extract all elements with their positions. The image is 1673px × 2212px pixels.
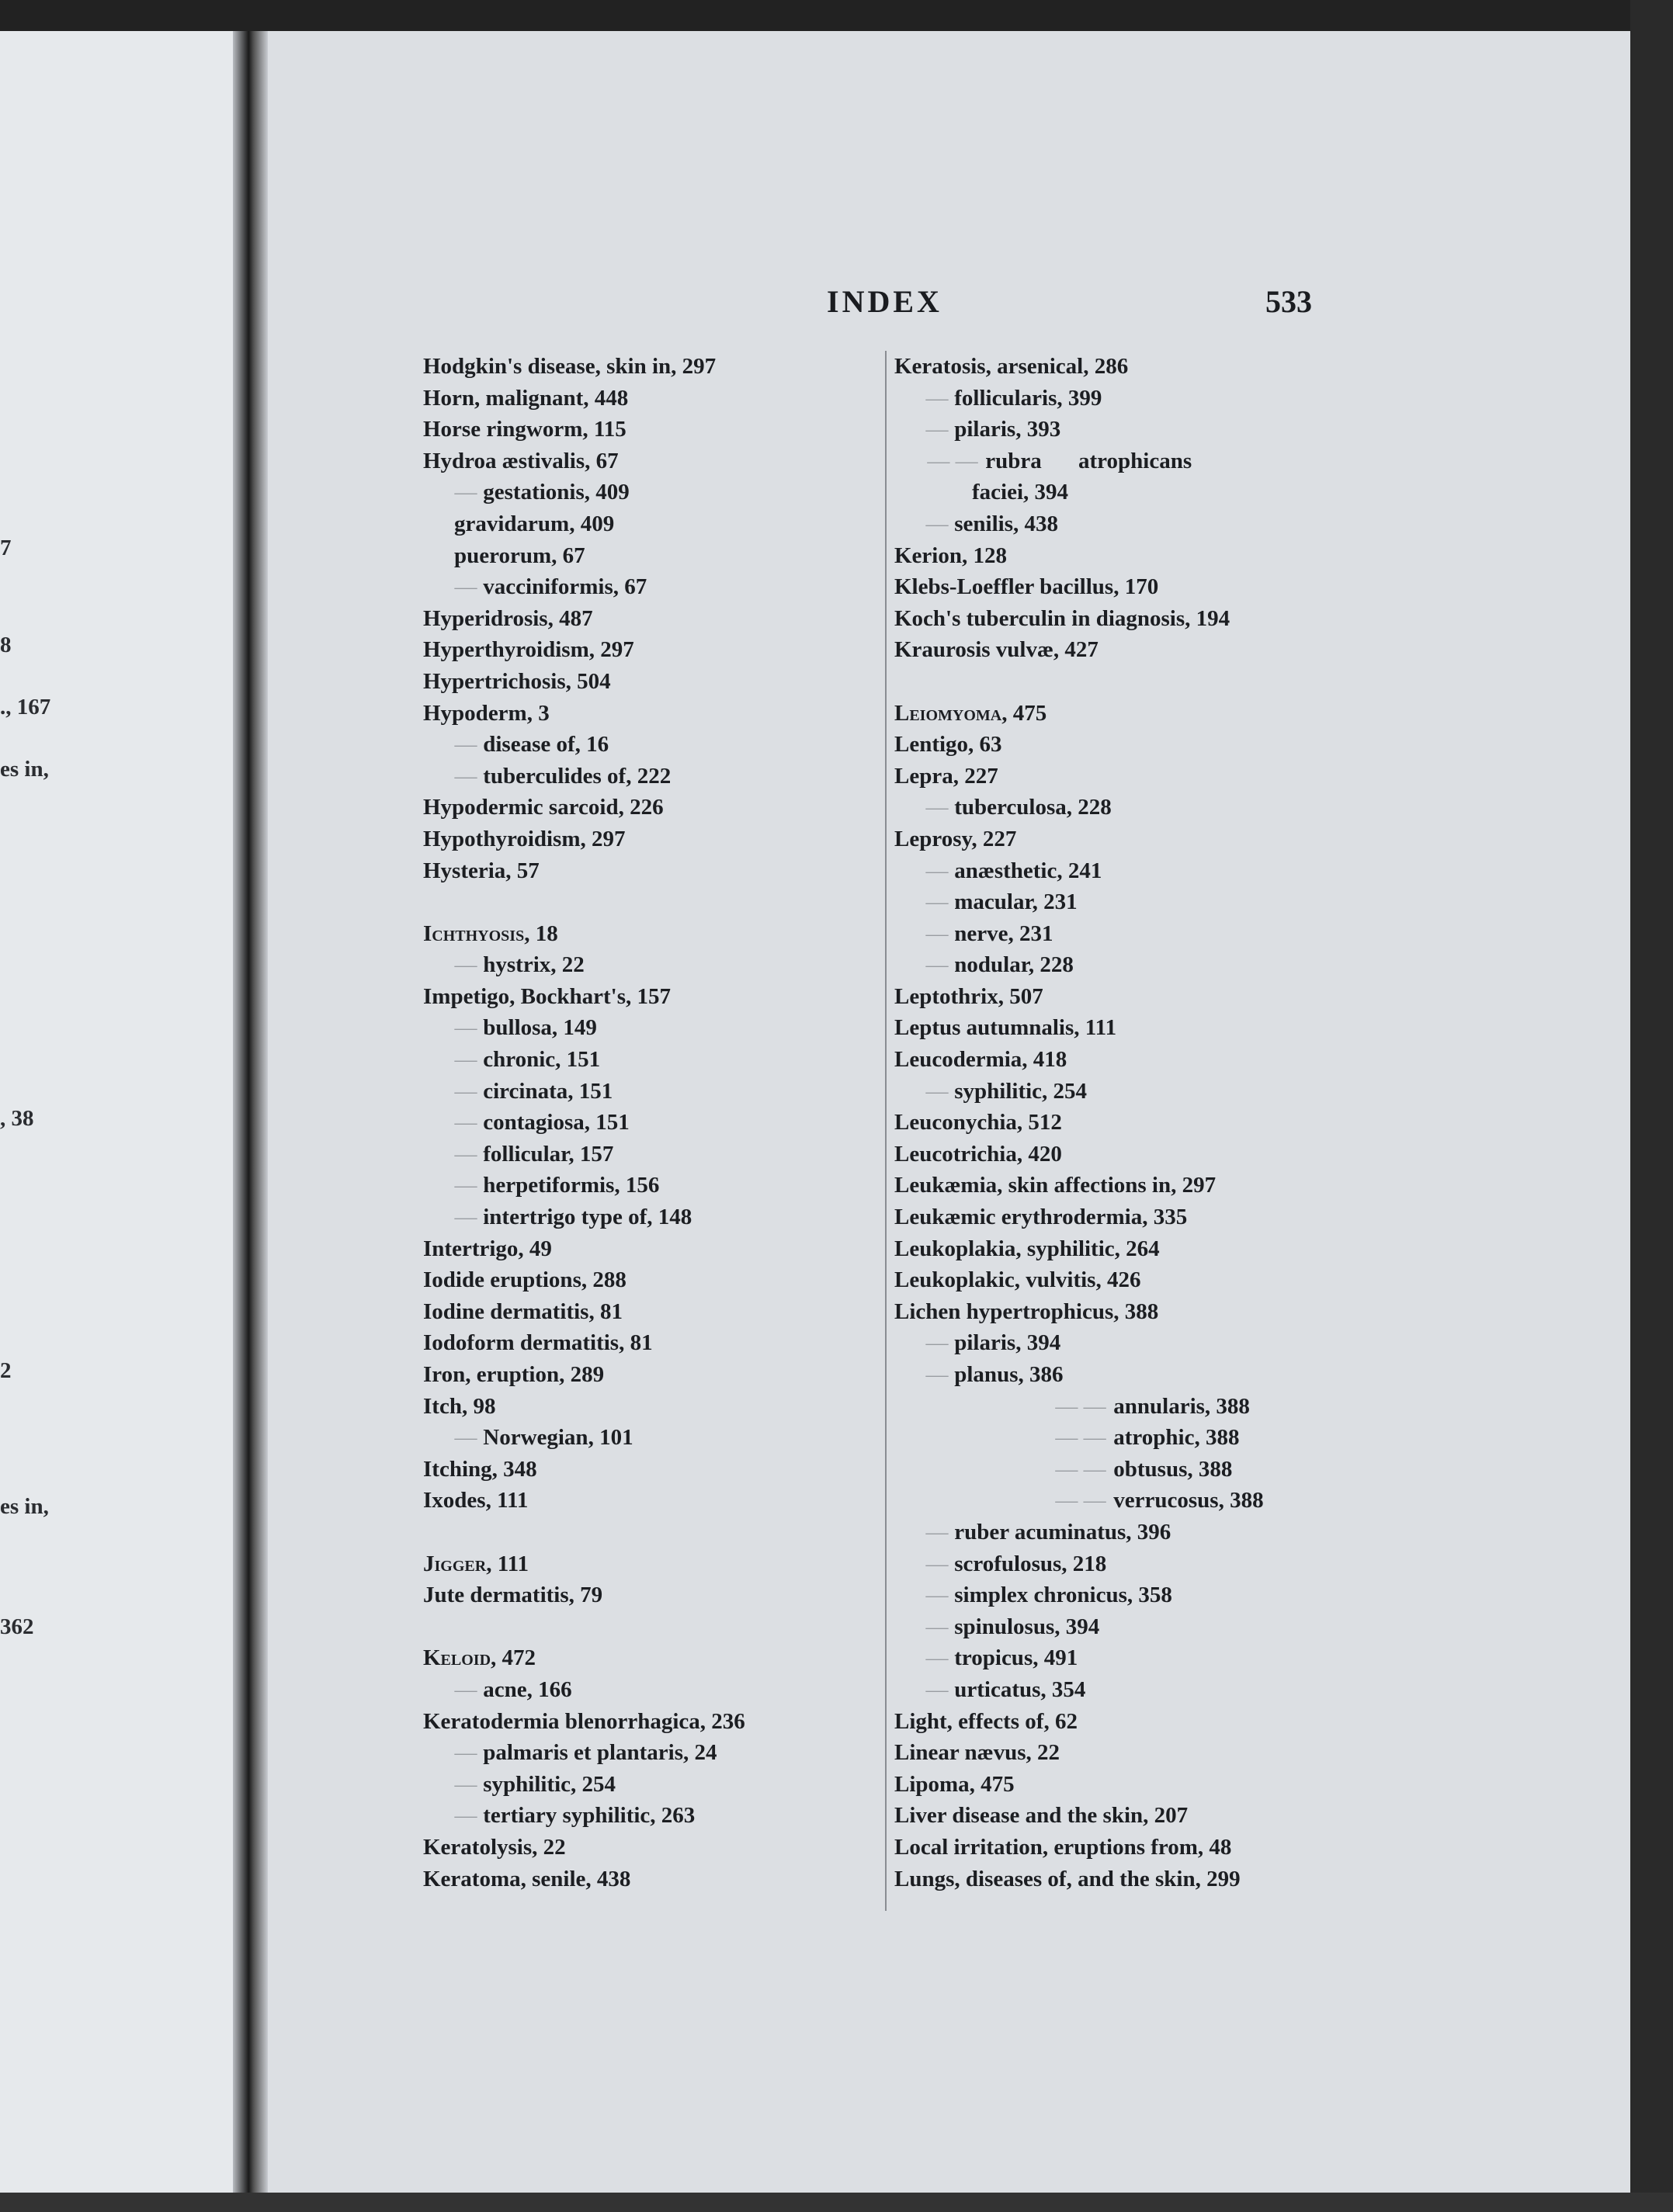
- entry-text: Iodide eruptions, 288: [423, 1267, 627, 1293]
- entry-text: Intertrigo, 49: [423, 1236, 552, 1261]
- index-entry: [894, 1264, 1570, 1296]
- index-entry: [423, 1359, 881, 1391]
- index-entry: [423, 1391, 881, 1423]
- ditto-dash: —: [454, 1771, 477, 1797]
- scan-edge-bottom: [0, 2193, 1673, 2212]
- entry-text: gestationis, 409: [483, 480, 630, 505]
- index-entry: [423, 1800, 881, 1832]
- entry-text: Leukæmia, skin affections in, 297: [894, 1173, 1217, 1198]
- ditto-dash: —: [454, 1141, 477, 1167]
- ditto-dash: —: [454, 1047, 477, 1073]
- index-entry: [894, 1611, 1570, 1643]
- entry-text: Koch's tuberculin in diagnosis, 194: [894, 605, 1230, 631]
- entry-text: Leptus autumnalis, 111: [894, 1015, 1117, 1041]
- index-entry: [423, 918, 881, 950]
- entry-text: tuberculosa, 228: [954, 795, 1112, 820]
- entry-text: circinata, 151: [483, 1078, 613, 1104]
- index-entry: [894, 1832, 1570, 1864]
- index-entry: [894, 1139, 1570, 1170]
- entry-text: spinulosus, 394: [954, 1614, 1100, 1639]
- ditto-dash: —: [454, 1205, 477, 1230]
- index-entry: [423, 351, 881, 383]
- entry-text: palmaris et plantaris, 24: [483, 1740, 717, 1766]
- index-entry: [894, 634, 1570, 666]
- index-entry: [423, 1864, 881, 1895]
- entry-text: anæsthetic, 241: [954, 858, 1102, 883]
- index-entry: [423, 1769, 881, 1801]
- index-entry: [423, 1642, 881, 1674]
- index-entry: [423, 761, 881, 792]
- index-entry: [894, 886, 1570, 918]
- ditto-dash: —: [454, 1740, 477, 1766]
- entry-text: Lungs, diseases of, and the skin, 299: [894, 1866, 1241, 1891]
- entry-text: Liver disease and the skin, 207: [894, 1803, 1189, 1829]
- entry-text: Leprosy, 227: [894, 826, 1017, 851]
- entry-text: follicular, 157: [483, 1141, 614, 1167]
- index-entry: [423, 1327, 881, 1359]
- entry-text: nodular, 228: [954, 952, 1074, 978]
- entry-text: pilaris, 394: [954, 1330, 1061, 1356]
- running-head: [268, 283, 1630, 330]
- left-fragment: es in,: [0, 1494, 49, 1519]
- entry-text: Keratoma, senile, 438: [423, 1866, 631, 1891]
- entry-text: Leptothrix, 507: [894, 983, 1043, 1009]
- ditto-dash: — —: [1055, 1393, 1106, 1419]
- entry-text: Lipoma, 475: [894, 1771, 1015, 1797]
- entry-heading-smallcaps: Leiomyoma: [894, 700, 1002, 726]
- ditto-dash: —: [454, 1110, 477, 1135]
- ditto-dash: —: [925, 1583, 949, 1608]
- index-entry: [423, 666, 881, 698]
- index-entry: [894, 1800, 1570, 1832]
- index-entry: [423, 508, 881, 540]
- entry-text: Klebs-Loeffler bacillus, 170: [894, 574, 1159, 600]
- index-entry: [423, 1737, 881, 1769]
- ditto-dash: —: [925, 1676, 949, 1702]
- entry-heading-smallcaps: Ichthyosis: [423, 921, 525, 946]
- entry-text: herpetiformis, 156: [483, 1173, 660, 1198]
- entry-text: Hypodermic sarcoid, 226: [423, 795, 664, 820]
- entry-text: annularis, 388: [1113, 1393, 1250, 1419]
- index-entry: [423, 823, 881, 855]
- page-title: INDEX: [827, 284, 942, 319]
- index-entry: [423, 1139, 881, 1170]
- index-entry: [894, 918, 1570, 950]
- left-fragment: 362: [0, 1614, 34, 1639]
- ditto-dash: —: [925, 1645, 949, 1671]
- entry-text: acne, 166: [483, 1676, 572, 1702]
- index-entry: [423, 1076, 881, 1108]
- index-entry: [894, 698, 1570, 730]
- ditto-dash: —: [925, 1614, 949, 1639]
- entry-text: Impetigo, Bockhart's, 157: [423, 983, 671, 1009]
- entry-text: Hyperthyroidism, 297: [423, 637, 634, 663]
- book-gutter: [233, 31, 268, 2193]
- index-column-left: [423, 351, 881, 1895]
- ditto-dash: —: [925, 417, 949, 442]
- entry-text: Hodgkin's disease, skin in, 297: [423, 354, 717, 379]
- entry-text: senilis, 438: [954, 511, 1058, 536]
- section-gap: [894, 666, 1570, 698]
- ditto-dash: — —: [927, 448, 978, 473]
- entry-text: nerve, 231: [954, 921, 1053, 946]
- entry-text: faciei, 394: [972, 480, 1069, 505]
- index-entry: [894, 508, 1570, 540]
- index-entry: [894, 792, 1570, 823]
- entry-text: follicularis, 399: [954, 385, 1102, 411]
- index-entry: [423, 981, 881, 1013]
- entry-text: planus, 386: [954, 1362, 1064, 1387]
- entry-text: Iodoform dermatitis, 81: [423, 1330, 653, 1356]
- left-fragment: 8: [0, 633, 12, 657]
- entry-text: Keratosis, arsenical, 286: [894, 354, 1129, 379]
- entry-text: tuberculides of, 222: [483, 763, 672, 789]
- index-entry: [423, 1201, 881, 1233]
- ditto-dash: —: [454, 952, 477, 978]
- index-entry: [894, 761, 1570, 792]
- ditto-dash: — —: [1055, 1488, 1106, 1513]
- index-entry: [894, 1422, 1570, 1454]
- scan-edge-right: [1630, 0, 1673, 2212]
- index-entry: [894, 1012, 1570, 1044]
- index-entry: [894, 446, 1570, 477]
- entry-text: Leukoplakic, vulvitis, 426: [894, 1267, 1141, 1293]
- index-entry: [894, 1044, 1570, 1076]
- entry-text: Leukæmic erythrodermia, 335: [894, 1205, 1188, 1230]
- index-entry: [423, 1233, 881, 1265]
- entry-text: Hyperidrosis, 487: [423, 605, 593, 631]
- entry-text: tropicus, 491: [954, 1645, 1078, 1671]
- entry-text: vacciniformis, 67: [483, 574, 647, 600]
- entry-text: Leuconychia, 512: [894, 1110, 1062, 1135]
- entry-text: simplex chronicus, 358: [954, 1583, 1172, 1608]
- index-entry: [423, 571, 881, 603]
- section-gap: [423, 1517, 881, 1548]
- entry-text: Lepra, 227: [894, 763, 998, 789]
- index-entry: [894, 603, 1570, 635]
- left-fragment: , 38: [0, 1106, 34, 1131]
- ditto-dash: —: [454, 763, 477, 789]
- entry-text: , 472: [491, 1645, 536, 1671]
- index-entry: [423, 1264, 881, 1296]
- index-entry: [894, 1076, 1570, 1108]
- index-entry: [423, 949, 881, 981]
- ditto-dash: —: [925, 795, 949, 820]
- previous-page-fragment: [0, 31, 233, 2193]
- ditto-dash: —: [454, 1803, 477, 1829]
- index-entry: [423, 1579, 881, 1611]
- index-entry: [894, 949, 1570, 981]
- entry-text: Ixodes, 111: [423, 1488, 529, 1513]
- ditto-dash: —: [454, 1676, 477, 1702]
- index-entry: [423, 540, 881, 572]
- entry-text: macular, 231: [954, 889, 1078, 915]
- entry-text: Local irritation, eruptions from, 48: [894, 1834, 1232, 1860]
- entry-text: Norwegian, 101: [483, 1425, 633, 1451]
- entry-text: rubra atrophicans: [985, 448, 1192, 473]
- index-entry: [423, 383, 881, 414]
- ditto-dash: —: [925, 889, 949, 915]
- index-entry: [423, 634, 881, 666]
- index-entry: [423, 1012, 881, 1044]
- index-entry: [894, 1170, 1570, 1201]
- entry-text: verrucosus, 388: [1113, 1488, 1264, 1513]
- entry-text: atrophic, 388: [1113, 1425, 1240, 1451]
- entry-text: scrofulosus, 218: [954, 1551, 1107, 1576]
- index-entry: [894, 1706, 1570, 1738]
- ditto-dash: —: [925, 511, 949, 536]
- index-entry: [423, 1832, 881, 1864]
- entry-text: Itching, 348: [423, 1456, 537, 1482]
- index-entry: [423, 1706, 881, 1738]
- entry-text: bullosa, 149: [483, 1015, 597, 1041]
- index-entry: [423, 1044, 881, 1076]
- index-entry: [894, 351, 1570, 383]
- index-entry: [423, 603, 881, 635]
- entry-text: Hysteria, 57: [423, 858, 540, 883]
- index-entry: [423, 446, 881, 477]
- index-entry: [894, 414, 1570, 446]
- entry-text: Itch, 98: [423, 1393, 496, 1419]
- index-entry: [894, 1579, 1570, 1611]
- entry-text: Kraurosis vulvæ, 427: [894, 637, 1099, 663]
- index-entry: [894, 540, 1570, 572]
- entry-text: Keratodermia blenorrhagica, 236: [423, 1708, 745, 1734]
- index-entry: [894, 1737, 1570, 1769]
- entry-text: syphilitic, 254: [954, 1078, 1088, 1104]
- entry-text: Hypertrichosis, 504: [423, 668, 611, 694]
- ditto-dash: —: [454, 1173, 477, 1198]
- index-entry: [894, 383, 1570, 414]
- index-entry: [894, 571, 1570, 603]
- entry-text: Hypoderm, 3: [423, 700, 550, 726]
- index-entry: [894, 1769, 1570, 1801]
- index-entry: [894, 1642, 1570, 1674]
- ditto-dash: — —: [1055, 1425, 1106, 1451]
- index-entry: [423, 1485, 881, 1517]
- index-entry: [894, 855, 1570, 887]
- left-fragment: ., 167: [0, 695, 51, 719]
- entry-text: gravidarum, 409: [454, 511, 615, 536]
- entry-text: Keratolysis, 22: [423, 1834, 566, 1860]
- entry-text: intertrigo type of, 148: [483, 1205, 692, 1230]
- entry-text: Hypothyroidism, 297: [423, 826, 626, 851]
- entry-text: Leucotrichia, 420: [894, 1141, 1062, 1167]
- entry-text: contagiosa, 151: [483, 1110, 630, 1135]
- entry-text: , 18: [524, 921, 558, 946]
- index-entry: [894, 1107, 1570, 1139]
- index-entry: [423, 729, 881, 761]
- entry-text: obtusus, 388: [1113, 1456, 1233, 1482]
- entry-text: Jute dermatitis, 79: [423, 1583, 603, 1608]
- index-entry: [423, 414, 881, 446]
- index-entry: [423, 792, 881, 823]
- entry-text: Linear nævus, 22: [894, 1740, 1060, 1766]
- index-entry: [894, 1454, 1570, 1486]
- entry-text: chronic, 151: [483, 1047, 601, 1073]
- entry-text: Horse ringworm, 115: [423, 417, 627, 442]
- entry-text: pilaris, 393: [954, 417, 1061, 442]
- index-entry: [894, 1296, 1570, 1328]
- ditto-dash: —: [925, 385, 949, 411]
- entry-text: ruber acuminatus, 396: [954, 1519, 1171, 1545]
- entry-text: Leucodermia, 418: [894, 1047, 1067, 1073]
- index-entry: [894, 1201, 1570, 1233]
- index-page: [268, 31, 1630, 2193]
- index-entry: [894, 1864, 1570, 1895]
- ditto-dash: —: [454, 480, 477, 505]
- ditto-dash: — —: [1055, 1456, 1106, 1482]
- scan-edge-top: [0, 0, 1673, 31]
- entry-text: , 475: [1001, 700, 1047, 726]
- entry-text: Lentigo, 63: [894, 732, 1002, 758]
- section-gap: [423, 886, 881, 918]
- index-entry: [894, 981, 1570, 1013]
- entry-text: Lichen hypertrophicus, 388: [894, 1298, 1159, 1324]
- index-entry: [894, 1674, 1570, 1706]
- index-entry: [423, 477, 881, 508]
- index-entry: [423, 1422, 881, 1454]
- index-entry: [423, 698, 881, 730]
- index-entry: [423, 855, 881, 887]
- ditto-dash: —: [454, 732, 477, 758]
- index-entry: [894, 477, 1570, 508]
- index-entry: [423, 1454, 881, 1486]
- index-entry: [423, 1170, 881, 1201]
- entry-text: Iodine dermatitis, 81: [423, 1298, 623, 1324]
- index-entry: [894, 1517, 1570, 1548]
- entry-text: tertiary syphilitic, 263: [483, 1803, 696, 1829]
- entry-text: hystrix, 22: [483, 952, 585, 978]
- ditto-dash: —: [925, 1078, 949, 1104]
- entry-text: Hydroa æstivalis, 67: [423, 448, 619, 473]
- entry-text: Kerion, 128: [894, 543, 1007, 568]
- entry-text: Iron, eruption, 289: [423, 1362, 605, 1387]
- index-entry: [423, 1107, 881, 1139]
- index-entry: [894, 1233, 1570, 1265]
- entry-text: , 111: [486, 1551, 529, 1576]
- ditto-dash: —: [925, 952, 949, 978]
- entry-text: syphilitic, 254: [483, 1771, 616, 1797]
- index-entry: [423, 1296, 881, 1328]
- ditto-dash: —: [925, 1362, 949, 1387]
- ditto-dash: —: [925, 1519, 949, 1545]
- entry-text: Leukoplakia, syphilitic, 264: [894, 1236, 1160, 1261]
- ditto-dash: —: [454, 1425, 477, 1451]
- entry-text: puerorum, 67: [454, 543, 585, 568]
- left-fragment: 7: [0, 536, 12, 560]
- index-entry: [423, 1674, 881, 1706]
- index-entry: [894, 823, 1570, 855]
- ditto-dash: —: [454, 1078, 477, 1104]
- index-entry: [894, 729, 1570, 761]
- ditto-dash: —: [454, 1015, 477, 1041]
- ditto-dash: —: [925, 858, 949, 883]
- index-entry: [894, 1485, 1570, 1517]
- page-number: 533: [1265, 284, 1312, 319]
- ditto-dash: —: [925, 1330, 949, 1356]
- entry-heading-smallcaps: Keloid: [423, 1645, 491, 1671]
- entry-text: Horn, malignant, 448: [423, 385, 629, 411]
- entry-text: disease of, 16: [483, 732, 609, 758]
- left-fragment: 2: [0, 1358, 12, 1383]
- index-column-right: [885, 351, 1570, 1911]
- ditto-dash: —: [925, 1551, 949, 1576]
- index-entry: [894, 1327, 1570, 1359]
- entry-text: urticatus, 354: [954, 1676, 1086, 1702]
- ditto-dash: —: [925, 921, 949, 946]
- ditto-dash: —: [454, 574, 477, 600]
- entry-heading-smallcaps: Jigger: [423, 1551, 487, 1576]
- section-gap: [423, 1611, 881, 1643]
- index-entry: [894, 1391, 1570, 1423]
- index-entry: [894, 1548, 1570, 1580]
- entry-text: Light, effects of, 62: [894, 1708, 1078, 1734]
- index-entry: [894, 1359, 1570, 1391]
- index-entry: [423, 1548, 881, 1580]
- left-fragment: es in,: [0, 757, 49, 782]
